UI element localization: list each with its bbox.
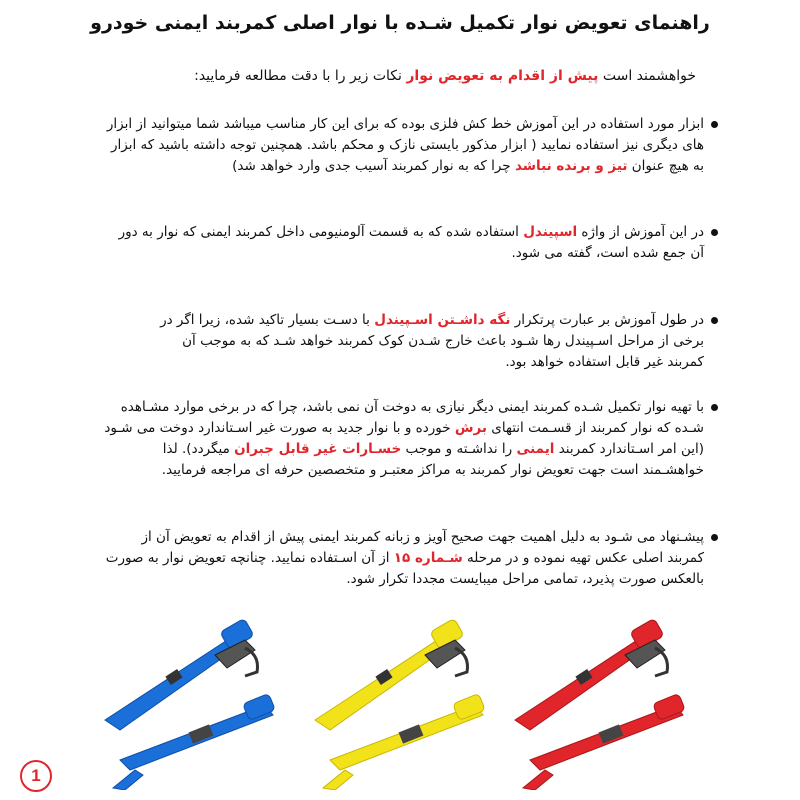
bullet-dot-icon [711, 229, 718, 236]
bullet-text: میگردد). لذا خواهشـمند است جهت تعویض نوار کمربند به مراکز معتبـر و متخصصین حرفه ای مراجعه فرمایید. [161, 441, 704, 478]
intro-text [96, 68, 696, 84]
bullet-highlight: تیز و برنده نباشد [514, 158, 628, 174]
bullet-text: ابزار مورد استفاده در این آموزش خط کش فلزی بوده که برای این کار مناسب میباشد شما میتوانید از ابزار های دیگری نیز استفاده نمایید ( ابزار مذکور بایستی نازک و محکم باشد. همچنین توجه داشته باشید که ابزار به هیچ عنوان [106, 116, 704, 174]
bullet-item-tools [104, 114, 704, 177]
bullet-highlight: ایمنی [516, 441, 555, 457]
bullet-text: را نداشـته و موجب [401, 441, 517, 457]
bullet-item-complete-strap [104, 397, 704, 481]
bullet-item-hold-spindle [144, 310, 704, 373]
page-number-badge: 1 [20, 760, 52, 792]
bullet-highlight: شـماره ۱۵ [393, 550, 463, 566]
bullet-item-photo-suggestion [104, 527, 704, 590]
bullet-text: با دسـت بسیار تاکید شده، زیرا اگر در برخی از مراحل اسـپیندل رها شـود باعث خارج شـدن کوک کمربند خواهد شـد که به موجب آن کمربند غیر قابل استفاده خواهد بود. [160, 312, 704, 370]
bullet-item-spindle [104, 222, 704, 264]
intro-highlight: پیش از اقدام به تعویض نوار [406, 68, 599, 84]
bullet-dot-icon [711, 534, 718, 541]
bullet-highlight: برش [454, 420, 487, 436]
red-strap [515, 618, 685, 790]
bullet-highlight: نگه داشـتن اسـپیندل [374, 312, 511, 328]
bullet-text: در طول آموزش بر عبارت پرتکرار [510, 312, 704, 328]
seatbelt-straps-image [95, 610, 715, 790]
bullet-text: از آن اسـتفاده نمایید. چنانچه تعویض نوار به صورت بالعکس صورت پذیرد، تمامی مراحل میبایست مجددا تکرار شود. [105, 550, 704, 587]
bullet-dot-icon [711, 404, 718, 411]
bullet-text: چرا که به نوار کمربند آسیب جدی وارد خواهد شد) [232, 158, 515, 174]
bullet-text: با تهیه نوار تکمیل شـده کمربند ایمنی دیگر نیازی به دوخت آن نمی باشد، چرا که در برخی موارد مشـاهده شـده که نوار کمربند از قسـمت انتهای [120, 399, 704, 436]
blue-strap [105, 618, 275, 790]
yellow-strap [315, 618, 485, 790]
bullet-text: در این آموزش از واژه [577, 224, 704, 240]
bullet-text: استفاده شده که به قسمت آلومنیومی داخل کمربند ایمنی که نوار به دور آن جمع شده است، گفته می شود. [118, 224, 704, 261]
intro-before: خواهشمند است [598, 68, 696, 84]
bullet-highlight: اسپیندل [523, 224, 578, 240]
bullet-text: خورده و با نوار جدید به صورت غیر اسـتاندارد دوخت می شـود (این امر اسـتاندارد کمربند [104, 420, 704, 457]
intro-after: نکات زیر را با دقت مطالعه فرمایید: [194, 68, 407, 84]
page-title: راهنمای تعویض نوار تکمیل شـده با نوار اصلی کمربند ایمنی خودرو [90, 12, 710, 34]
bullet-highlight: خسـارات غیر قابل جبران [234, 441, 402, 457]
bullet-dot-icon [711, 317, 718, 324]
bullet-dot-icon [711, 121, 718, 128]
bullet-text: پیشـنهاد می شـود به دلیل اهمیت جهت صحیح آویز و زبانه کمربند ایمنی پیش از اقدام به تعویض آن از کمربند اصلی عکس تهیه نموده و در مرحله [141, 529, 704, 566]
